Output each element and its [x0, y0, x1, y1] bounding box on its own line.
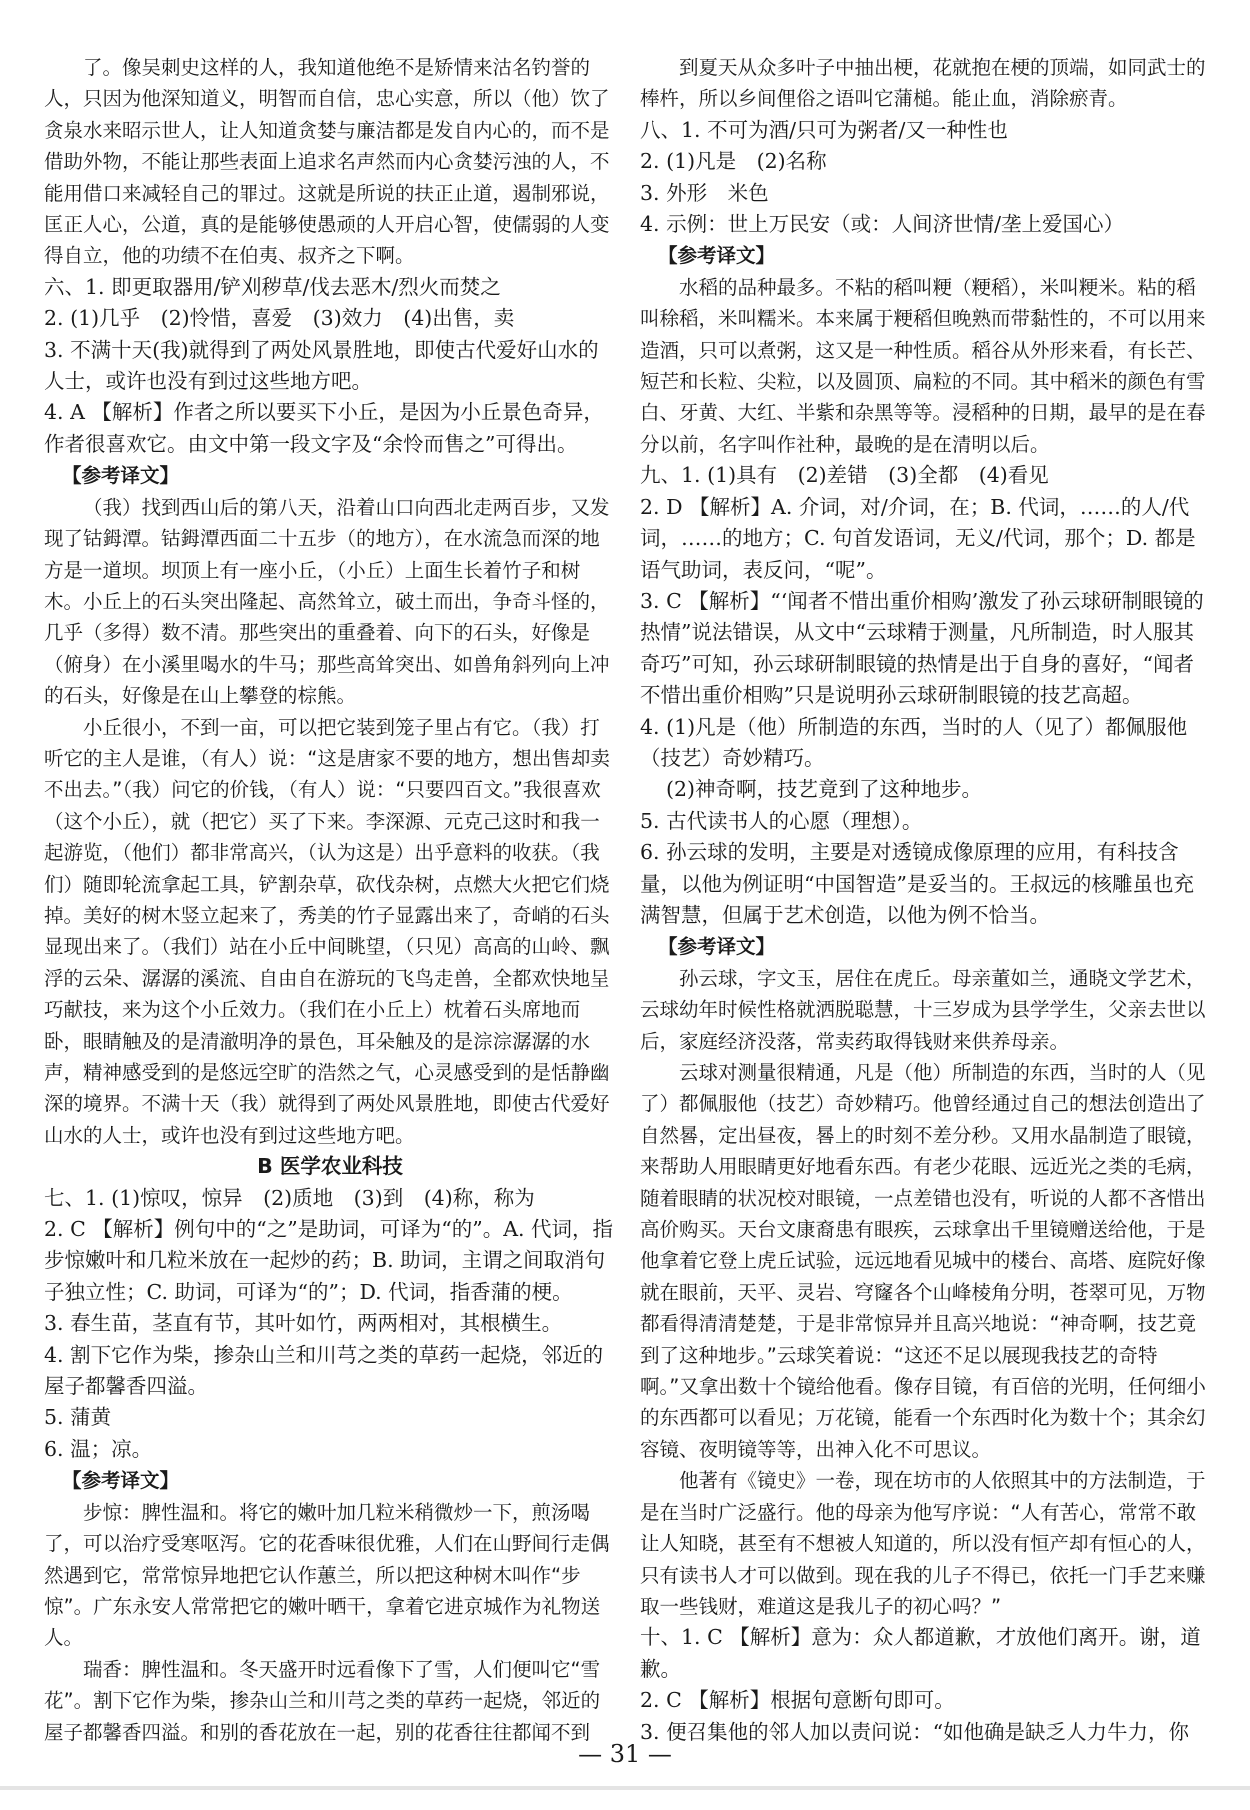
answer-7-2: 2. C 【解析】例句中的“之”是助词，可译为“的”。A. 代词，指步惊嫩叶和几粒米放在一起炒的药；B. 助词，主谓之间取消句子独立性；C. 助词，可译为“的”；D. 代词，指香蒲的梗。: [44, 1217, 614, 1304]
reference-translation-heading: 【参考译文】: [62, 464, 180, 488]
translation-paragraph: 了。像吴刺史这样的人，我知道他绝不是矫情来沽名钓誉的人，只因为他深知道义，明智而自信，忠心实意，所以（他）饮了贪泉水来昭示世人，让人知道贪婪与廉洁都是发自内心的，而不是借助外物，不能让那些表面上追求名声然而内心贪婪污浊的人，不能用借口来减轻自己的罪过。这就是所说的扶正止道，遏制邪说，匡正人心，公道，真的是能够使愚顽的人开启心智，使儒弱的人变得自立，他的功绩不在伯夷、叔齐之下啊。: [44, 56, 610, 268]
translation-paragraph: 云球对测量很精通，凡是（他）所制造的东西，当时的人（见了）都佩服他（技艺）奇妙精巧。他曾经通过自己的想法创造出了自然晷，定出昼夜，晷上的时刻不差分秒。又用水晶制造了眼镜，来帮助人用眼睛更好地看东西。有老少花眼、远近光之类的毛病，随着眼睛的状况校对眼镜，一点差错也没有，听说的人都不吝惜出高价购买。天台文康裔患有眼疾，云球拿出千里镜赠送给他，于是他拿着它登上虎丘试验，远远地看见城中的楼台、高塔、庭院好像就在眼前，天平、灵岩、穹窿各个山峰棱角分明，苍翠可见，万物都看得清清楚楚，于是非常惊异并且高兴地说：“神奇啊，技艺竟到了这种地步。”云球笑着说：“这还不足以展现我技艺的奇特啊。”又拿出数十个镜给他看。像存目镜，有百倍的光明，任何细小的东西都可以看见；万花镜，能看一个东西时化为数十个；其余幻容镜、夜明镜等等，出神入化不可思议。: [640, 1061, 1206, 1461]
answer-8-3: 3. 外形 米色: [640, 180, 769, 205]
section-title: B 医学农业科技: [257, 1154, 403, 1179]
translation-paragraph: 小丘很小，不到一亩，可以把它装到笼子里占有它。（我）打听它的主人是谁，（有人）说：“这是唐家不要的地方，想出售却卖不出去。”（我）问它的价钱，（有人）说：“只要四百文。”我很喜欢（这个小丘），就（把它）买了下来。李深源、元克己这时和我一起游览，（他们）都非常高兴，（认为这是）出乎意料的收获。（我们）随即轮流拿起工具，铲割杂草，砍伐杂树，点燃大火把它们烧掉。美好的树木竖立起来了，秀美的竹子显露出来了，奇峭的石头显现出来了。（我们）站在小丘中间眺望，（只见）高高的山岭、飘浮的云朵、潺潺的溪流、自由自在游玩的飞鸟走兽，全都欢快地呈巧献技，来为这个小丘效力。（我们在小丘上）枕着石头席地而卧，眼睛触及的是清澈明净的景色，耳朵触及的是淙淙潺潺的水声，精神感受到的是悠远空旷的浩然之气，心灵感受到的是恬静幽深的境界。不满十天（我）就得到了两处风景胜地，即使古代爱好山水的人士，或许也没有到过这些地方吧。: [44, 715, 610, 1147]
answer-9-3: 3. C 【解析】“‘闻者不惜出重价相购’激发了孙云球研制眼镜的热情”说法错误，从文中“云球精于测量，凡所制造，时人服其奇巧”可知，孙云球研制眼镜的热情是出于自身的喜好，“闻者不惜出重价相购”只是说明孙云球研制眼镜的技艺高超。: [640, 588, 1204, 708]
answer-9-6: 6. 孙云球的发明，主要是对透镜成像原理的应用，有科技含量，以他为例证明“中国智造”是妥当的。王叔远的核雕虽也充满智慧，但属于艺术创造，以他为例不恰当。: [640, 840, 1194, 927]
footer-rule: [0, 1786, 1250, 1790]
answer-10-3: 3. 便召集他的邻人加以责问说：“如他确是缺乏人力牛力，你: [640, 1719, 1190, 1744]
answer-7-4: 4. 割下它作为柴，掺杂山兰和川芎之类的草药一起烧，邻近的屋子都馨香四溢。: [44, 1342, 604, 1399]
answer-7-1: 七、1. (1)惊叹，惊异 (2)质地 (3)到 (4)称，称为: [44, 1185, 535, 1210]
translation-paragraph: 水稻的品种最多。不粘的稻叫粳（粳稻），米叫粳米。粘的稻叫稌稻，米叫糯米。本来属于粳稻但晚熟而带黏性的，不可以用来造酒，只可以煮粥，这又是一种性质。稻谷从外形来看，有长芒、短芒和长粒、尖粒，以及圆顶、扁粒的不同。其中稻米的颜色有雪白、牙黄、大红、半紫和杂黑等等。浸稻种的日期，最早的是在春分以前，名字叫作社种，最晚的是在清明以后。: [640, 275, 1206, 456]
right-column: [640, 52, 1206, 1750]
translation-paragraph: 步惊：脾性温和。将它的嫩叶加几粒米稍微炒一下，煎汤喝了，可以治疗受寒呕泻。它的花香味很优雅，人们在山野间行走偶然遇到它，常常惊异地把它认作蕙兰，所以把这种树木叫作“步惊”。广东永安人常常把它的嫩叶晒干，拿着它进京城作为礼物送人。: [44, 1500, 610, 1650]
answer-7-6: 6. 温；凉。: [44, 1436, 153, 1461]
answer-9-5: 5. 古代读书人的心愿（理想）。: [640, 808, 923, 833]
answer-6-4: 4. A 【解析】作者之所以要买下小丘，是因为小丘景色奇异，作者很喜欢它。由文中第一段文字及“余怜而售之”可得出。: [44, 400, 604, 456]
answer-6-3: 3. 不满十天(我)就得到了两处风景胜地，即使古代爱好山水的人士，或许也没有到过这些地方吧。: [44, 337, 599, 394]
page-number: — 31 —: [578, 1740, 672, 1768]
answer-8-1: 八、1. 不可为酒/只可为粥者/又一种性也: [640, 117, 1008, 142]
reference-translation-heading: 【参考译文】: [658, 244, 776, 268]
answer-7-3: 3. 春生苗，茎直有节，其叶如竹，两两相对，其根横生。: [44, 1311, 563, 1336]
answer-6-2: 2. (1)几乎 (2)怜惜，喜爱 (3)效力 (4)出售，卖: [44, 306, 515, 331]
answer-10-2: 2. C 【解析】根据句意断句即可。: [640, 1688, 955, 1713]
answer-8-2: 2. (1)凡是 (2)名称: [640, 149, 827, 174]
answer-9-4-sub: (2)神奇啊，技艺竟到了这种地步。: [666, 777, 983, 802]
page-number-value: 31: [609, 1740, 641, 1768]
answer-9-2: 2. D 【解析】A. 介词，对/介词，在；B. 代词，……的人/代词，……的地方；C. 句首发语词，无义/代词，那个；D. 都是语气助词，表反问，“呢”。: [640, 494, 1196, 582]
reference-translation-heading: 【参考译文】: [658, 935, 776, 959]
answer-9-1: 九、1. (1)具有 (2)差错 (3)全都 (4)看见: [640, 463, 1049, 488]
translation-paragraph: 瑞香：脾性温和。冬天盛开时远看像下了雪，人们便叫它“雪花”。割下它作为柴，掺杂山兰和川芎之类的草药一起烧，邻近的屋子都馨香四溢。和别的香花放在一起，别的花香往往都闻不到: [44, 1657, 601, 1744]
left-column: [44, 52, 616, 1750]
answer-6-1: 六、1. 即更取器用/铲刈秽草/伐去恶木/烈火而焚之: [44, 274, 501, 299]
translation-paragraph: 到夏天从众多叶子中抽出梗，花就抱在梗的顶端，如同武士的棒杵，所以乡间俚俗之语叫它蒲槌。能止血，消除瘀青。: [640, 56, 1206, 111]
translation-paragraph: 孙云球，字文玉，居住在虎丘。母亲董如兰，通晓文学艺术，云球幼年时候性格就洒脱聪慧，十三岁成为县学学生，父亲去世以后，家庭经济没落，常卖药取得钱财来供养母亲。: [640, 966, 1206, 1053]
translation-paragraph: 他著有《镜史》一卷，现在坊市的人依照其中的方法制造，于是在当时广泛盛行。他的母亲为他写序说：“人有苦心，常常不敢让人知晓，甚至有不想被人知道的，所以没有恒产却有恒心的人，只有读书人才可以做到。现在我的儿子不得已，依托一门手艺来赚取一些钱财，难道这是我儿子的初心吗？”: [640, 1469, 1206, 1618]
answer-10-1: 十、1. C 【解析】意为：众人都道歉，才放他们离开。谢，道歉。: [640, 1625, 1201, 1681]
translation-paragraph: （我）找到西山后的第八天，沿着山口向西北走两百步，又发现了钴鉧潭。钴鉧潭西面二十五步（的地方），在水流急而深的地方是一道坝。坝顶上有一座小丘，（小丘）上面生长着竹子和树木。小丘上的石头突出隆起、高然耸立，破土而出，争奇斗怪的，几乎（多得）数不清。那些突出的重叠着、向下的石头，好像是（俯身）在小溪里喝水的牛马；那些高耸突出、如兽角斜列向上冲的石头，好像是在山上攀登的棕熊。: [44, 495, 610, 708]
reference-translation-heading: 【参考译文】: [62, 1469, 180, 1493]
answer-8-4: 4. 示例：世上万民安（或：人间济世情/垄上爱国心）: [640, 212, 1124, 237]
answer-9-4: 4. (1)凡是（他）所制造的东西，当时的人（见了）都佩服他（技艺）奇妙精巧。: [640, 714, 1188, 770]
answer-7-5: 5. 蒲黄: [44, 1405, 112, 1430]
